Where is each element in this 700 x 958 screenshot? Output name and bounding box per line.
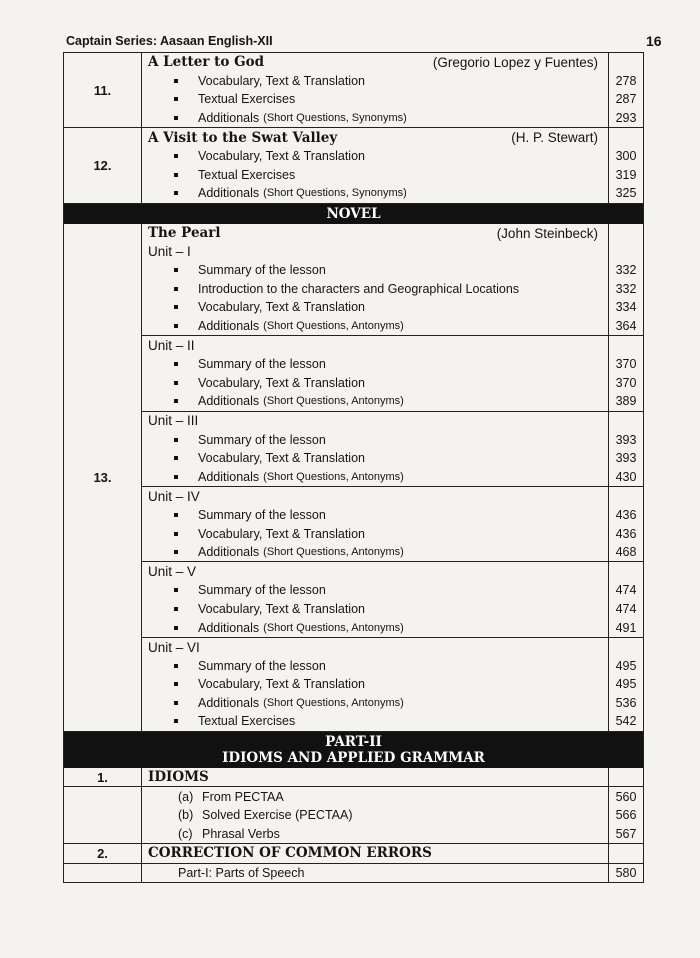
- grammar-heading: [142, 768, 609, 787]
- table-of-contents: [63, 52, 644, 883]
- page-ref: 495: [615, 677, 637, 692]
- units-body: [148, 242, 608, 730]
- item-text: Vocabulary, Text & Translation: [198, 451, 365, 466]
- page-spacer: [609, 224, 643, 243]
- item-text: Summary of the lesson: [198, 263, 326, 278]
- novel-banner: NOVEL: [63, 204, 644, 224]
- part-two-title: IDIOMS AND APPLIED GRAMMAR: [222, 749, 485, 766]
- bullet-icon: [174, 287, 178, 291]
- item-text: Textual Exercises: [198, 167, 296, 182]
- bullet-icon: [174, 399, 178, 403]
- bullet-icon: [174, 381, 178, 385]
- item-text: Vocabulary, Text & Translation: [198, 300, 365, 315]
- page-spacer: [609, 487, 643, 506]
- grammar-subs: [142, 864, 609, 883]
- grammar-number: 1.: [64, 768, 142, 787]
- bullet-icon: [174, 701, 178, 705]
- item-note: (Short Questions, Antonyms): [263, 320, 404, 333]
- grammar-number-blank: [64, 787, 142, 843]
- page-spacer: [609, 562, 643, 581]
- item-text: Additionals: [198, 319, 260, 334]
- unit-label: Unit – VI: [148, 639, 200, 655]
- item-text: Summary of the lesson: [198, 583, 326, 598]
- lesson-number: 13.: [64, 224, 142, 731]
- sub-item: [148, 864, 608, 883]
- bullet-icon: [174, 97, 178, 101]
- page-ref: 332: [615, 263, 637, 278]
- unit-pages: [609, 562, 643, 637]
- grammar-heading-row: [63, 844, 644, 864]
- novel-row: [63, 224, 644, 732]
- lesson-number: 11.: [64, 53, 142, 127]
- unit-block: [142, 412, 608, 487]
- list-item: [148, 467, 608, 486]
- unit-pages: [609, 638, 643, 731]
- list-item: [148, 694, 608, 713]
- list-item: [148, 543, 608, 562]
- list-item: [148, 90, 608, 109]
- item-note: (Short Questions, Antonyms): [263, 696, 404, 709]
- item-text: Summary of the lesson: [198, 658, 326, 673]
- page-ref: 566: [615, 808, 637, 823]
- page-ref: 278: [615, 73, 637, 88]
- item-text: Textual Exercises: [198, 92, 296, 107]
- item-note: (Short Questions, Synonyms): [263, 187, 407, 200]
- page-column: [609, 53, 643, 127]
- list-item: [148, 600, 608, 619]
- unit-block: [142, 562, 608, 637]
- lesson-title: The Pearl: [148, 225, 221, 242]
- list-item: [148, 147, 608, 166]
- page-ref: 491: [615, 620, 637, 635]
- item-text: Additionals: [198, 469, 260, 484]
- page-ref: 334: [615, 300, 637, 315]
- list-item: [148, 449, 608, 468]
- unit-block: [142, 638, 608, 731]
- page-ref: 580: [615, 866, 637, 881]
- item-text: Introduction to the characters and Geographical Locations: [198, 281, 520, 296]
- page-ref: 293: [615, 111, 637, 126]
- grammar-subs: [142, 787, 609, 843]
- lesson-content: [142, 53, 609, 127]
- page-spacer: [609, 412, 643, 431]
- page-column: [609, 844, 643, 863]
- list-item: [148, 712, 608, 731]
- page-ref: 430: [615, 469, 637, 484]
- page-ref: 393: [615, 451, 637, 466]
- item-note: (Short Questions, Antonyms): [263, 621, 404, 634]
- unit-label: Unit – V: [148, 564, 197, 580]
- page-column: [609, 787, 643, 843]
- grammar-heading-row: [63, 768, 644, 788]
- sub-text: Phrasal Verbs: [202, 826, 280, 841]
- lesson-content: [142, 128, 609, 202]
- bullet-icon: [174, 362, 178, 366]
- lesson-title-line: [148, 53, 608, 72]
- unit-label: Unit – IV: [148, 488, 200, 504]
- unit-pages: [609, 487, 643, 562]
- page-column: [609, 128, 643, 202]
- item-note: (Short Questions, Synonyms): [263, 112, 407, 125]
- bullet-icon: [174, 626, 178, 630]
- list-item: [148, 581, 608, 600]
- grammar-number-blank: [64, 864, 142, 883]
- item-text: Summary of the lesson: [198, 357, 326, 372]
- item-note: (Short Questions, Antonyms): [263, 546, 404, 559]
- item-text: Vocabulary, Text & Translation: [198, 601, 365, 616]
- grammar-sub-row: [63, 787, 644, 844]
- sub-item: [148, 806, 608, 825]
- bullet-icon: [174, 550, 178, 554]
- page-spacer: [609, 638, 643, 657]
- page-ref: 436: [615, 526, 637, 541]
- page-ref: 436: [615, 507, 637, 522]
- page-spacer: [609, 336, 643, 355]
- unit-label: Unit – III: [148, 413, 199, 429]
- sub-text: From PECTAA: [202, 789, 284, 804]
- bullet-icon: [174, 682, 178, 686]
- list-item: [148, 280, 608, 299]
- list-item: [148, 506, 608, 525]
- sub-label: (c): [178, 826, 193, 841]
- page-ref: 474: [615, 583, 637, 598]
- lesson-row: [63, 52, 644, 128]
- bullet-icon: [174, 532, 178, 536]
- list-item: [148, 618, 608, 637]
- list-item: [148, 184, 608, 203]
- page-spacer: [609, 128, 643, 147]
- page-ref: 393: [615, 432, 637, 447]
- part-two-banner: [63, 732, 644, 768]
- lesson-title-line: [148, 224, 608, 243]
- lesson-title: A Letter to God: [148, 54, 265, 71]
- page-ref: 389: [615, 394, 637, 409]
- list-item: [148, 298, 608, 317]
- bullet-icon: [174, 456, 178, 460]
- bullet-icon: [174, 305, 178, 309]
- list-item: [148, 355, 608, 374]
- page-column: [609, 768, 643, 787]
- list-item: [148, 374, 608, 393]
- bullet-icon: [174, 191, 178, 195]
- novel-content: [142, 224, 609, 731]
- item-text: Additionals: [198, 111, 260, 126]
- page-ref: 468: [615, 545, 637, 560]
- item-text: Vocabulary, Text & Translation: [198, 677, 365, 692]
- page-column: [609, 224, 643, 731]
- page-ref: 332: [615, 281, 637, 296]
- page-ref: 474: [615, 601, 637, 616]
- page-ref: 536: [615, 695, 637, 710]
- bullet-icon: [174, 513, 178, 517]
- item-text: Additionals: [198, 695, 260, 710]
- list-item: [148, 72, 608, 91]
- page-ref: 287: [615, 92, 637, 107]
- lesson-row: [63, 128, 644, 203]
- list-item: [148, 430, 608, 449]
- page-ref: 325: [615, 186, 637, 201]
- lesson-title-line: [148, 128, 608, 147]
- item-text: Vocabulary, Text & Translation: [198, 149, 365, 164]
- page-ref: 370: [615, 375, 637, 390]
- item-text: Summary of the lesson: [198, 432, 326, 447]
- item-note: (Short Questions, Antonyms): [263, 395, 404, 408]
- page-ref: 542: [615, 714, 637, 729]
- bullet-icon: [174, 79, 178, 83]
- page-spacer: [609, 242, 643, 261]
- grammar-title: CORRECTION OF COMMON ERRORS: [148, 845, 432, 862]
- list-item: [148, 317, 608, 336]
- item-text: Additionals: [198, 394, 260, 409]
- item-text: Additionals: [198, 545, 260, 560]
- unit-pages: [609, 242, 643, 336]
- item-text: Additionals: [198, 186, 260, 201]
- bullet-icon: [174, 475, 178, 479]
- sub-item: [148, 825, 608, 844]
- unit-label: Unit – II: [148, 338, 195, 354]
- unit-pages: [609, 336, 643, 411]
- sub-label: (b): [178, 808, 194, 823]
- grammar-title: IDIOMS: [148, 769, 209, 786]
- list-item: [148, 392, 608, 411]
- item-text: Additionals: [198, 620, 260, 635]
- units-pages: [609, 242, 643, 730]
- sub-label: (a): [178, 789, 194, 804]
- item-note: (Short Questions, Antonyms): [263, 470, 404, 483]
- bullet-icon: [174, 607, 178, 611]
- page-column: [609, 864, 643, 883]
- bullet-icon: [174, 324, 178, 328]
- item-text: Vocabulary, Text & Translation: [198, 73, 365, 88]
- grammar-number: 2.: [64, 844, 142, 863]
- page-number: 16: [646, 33, 662, 49]
- bullet-icon: [174, 173, 178, 177]
- bullet-icon: [174, 664, 178, 668]
- bullet-icon: [174, 268, 178, 272]
- grammar-sub-row: [63, 864, 644, 884]
- running-header: Captain Series: Aasaan English-XII: [66, 34, 273, 48]
- item-text: Vocabulary, Text & Translation: [198, 526, 365, 541]
- list-item: [148, 524, 608, 543]
- unit-block: [142, 242, 608, 336]
- bullet-icon: [174, 116, 178, 120]
- lesson-title: A Visit to the Swat Valley: [148, 129, 338, 146]
- part-two-label: PART-II: [325, 733, 382, 750]
- unit-block: [142, 487, 608, 562]
- lesson-author: (John Steinbeck): [496, 225, 598, 241]
- lesson-author: (Gregorio Lopez y Fuentes): [432, 54, 598, 70]
- page-ref: 370: [615, 357, 637, 372]
- bullet-icon: [174, 588, 178, 592]
- item-text: Vocabulary, Text & Translation: [198, 375, 365, 390]
- grammar-heading: [142, 844, 609, 863]
- bullet-icon: [174, 719, 178, 723]
- sub-text: Solved Exercise (PECTAA): [202, 808, 353, 823]
- page-ref: 560: [615, 789, 637, 804]
- bullet-icon: [174, 154, 178, 158]
- list-item: [148, 261, 608, 280]
- lesson-author: (H. P. Stewart): [511, 130, 598, 146]
- sub-item: [148, 787, 608, 806]
- unit-block: [142, 336, 608, 411]
- list-item: [148, 656, 608, 675]
- page-spacer: [609, 53, 643, 72]
- unit-pages: [609, 412, 643, 487]
- list-item: [148, 166, 608, 185]
- sub-text: Part-I: Parts of Speech: [178, 866, 305, 881]
- page-ref: 300: [615, 149, 637, 164]
- page-ref: 567: [615, 826, 637, 841]
- page-ref: 364: [615, 319, 637, 334]
- item-text: Summary of the lesson: [198, 507, 326, 522]
- item-text: Textual Exercises: [198, 714, 296, 729]
- list-item: [148, 675, 608, 694]
- list-item: [148, 109, 608, 128]
- page-ref: 319: [615, 167, 637, 182]
- unit-label: Unit – I: [148, 244, 191, 260]
- bullet-icon: [174, 438, 178, 442]
- page-ref: 495: [615, 658, 637, 673]
- lesson-number: 12.: [64, 128, 142, 202]
